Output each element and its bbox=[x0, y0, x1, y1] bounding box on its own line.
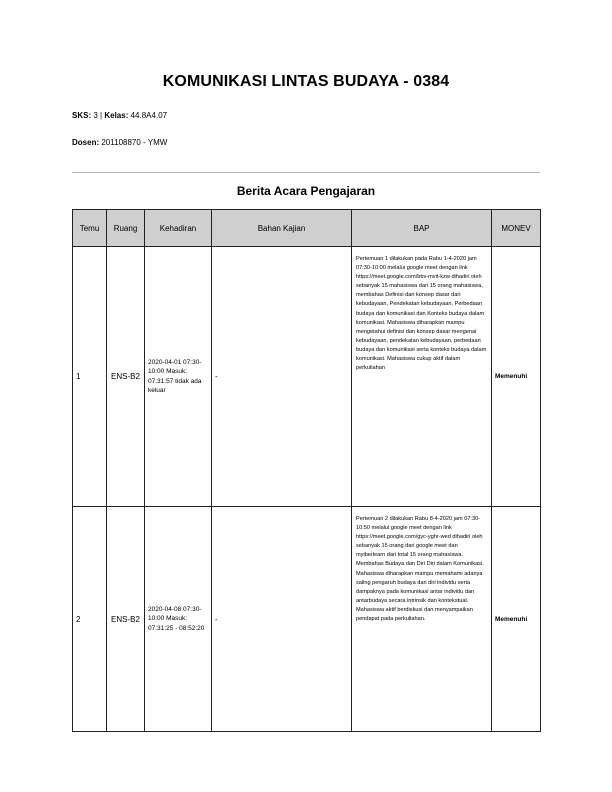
header-bahan-kajian: Bahan Kajian bbox=[212, 210, 352, 247]
cell-bap: Pertemuan 2 dilakukan Rabu 8-4-2020 jam 07:30-10:50 melalui google meet dengan link https://meet.google.com/gyc-yghr-wed dihadiri oleh sebanyak 15 orang dari google meet dan myiberlearn dari total 15 orang mahasiswa. Membahas Budaya dan Diri Diri dalam Komunikasi. Mahasiswa diharapkan mampu memahami adanya saling pengaruh budaya dan diri individu serta dampaknya pada komunikasi antar individu dan antarbudaya secara intrinsik dan kontekstual. Mahasiswa aktif berdiskusi dan menyampaikan pendapat pada perkuliahan. bbox=[352, 507, 492, 732]
teaching-record-table bbox=[72, 209, 541, 732]
course-meta-line: SKS: 3 | Kelas: 44.8A4.07 bbox=[72, 111, 168, 120]
header-ruang: Ruang bbox=[107, 210, 145, 247]
sks-value: 3 bbox=[93, 111, 98, 120]
header-kehadiran: Kehadiran bbox=[145, 210, 212, 247]
cell-bap: Pertemuan 1 dilakukan pada Rabu 1-4-2020 jam 07:30-10:00 melalui google meet dengan link https://meet.google.com/bbv-mvit-kzw dihadiri oleh sebanyak 15 mahasiswa dari 15 orang mahasiswa, membahas Definisi dan konsep dasar dari kebudayaan, Pendekatan kebudayaan, Perbedaan budaya dan komunikasi dan Konteks budaya dalam komunikasi. Mahasiswa diharapkan mampu mengetahui definisi dan konsep dasar mengenai kebudayaan, pendekatan kebudayaan, perbedaan budaya dan komunikasi serta konteks budaya dalam komunikasi. Mahasiswa cukup aktif dalam perkuliahan bbox=[352, 247, 492, 507]
cell-bahan-kajian: - bbox=[212, 507, 352, 732]
cell-ruang: ENS-B2 bbox=[107, 507, 145, 732]
cell-kehadiran: 2020-04-08 07:30-10:00 Masuk: 07:31:25 - 08:52:20 bbox=[145, 507, 212, 732]
table-row bbox=[73, 247, 541, 507]
cell-monev: Memenuhi bbox=[492, 507, 541, 732]
cell-ruang: ENS-B2 bbox=[107, 247, 145, 507]
table-row bbox=[73, 507, 541, 732]
kelas-value: 44.8A4.07 bbox=[130, 111, 168, 120]
dosen-value: 201108870 - YMW bbox=[101, 138, 168, 147]
course-title: KOMUNIKASI LINTAS BUDAYA - 0384 bbox=[162, 73, 450, 90]
header-temu: Temu bbox=[73, 210, 107, 247]
cell-bahan-kajian: - bbox=[212, 247, 352, 507]
cell-temu: 2 bbox=[73, 507, 107, 732]
lecturer-line: Dosen: 201108870 - YMW bbox=[72, 138, 168, 147]
table-header-row bbox=[73, 210, 541, 247]
header-bap: BAP bbox=[352, 210, 492, 247]
cell-temu: 1 bbox=[73, 247, 107, 507]
sks-label: SKS bbox=[72, 111, 89, 120]
divider bbox=[72, 172, 540, 173]
kelas-label: Kelas bbox=[104, 111, 126, 120]
section-title: Berita Acara Pengajaran bbox=[236, 184, 376, 198]
cell-kehadiran: 2020-04-01 07:30-10:00 Masuk: 07:31:57 tidak ada keluar bbox=[145, 247, 212, 507]
cell-monev: Memenuhi bbox=[492, 247, 541, 507]
header-monev: MONEV bbox=[492, 210, 541, 247]
dosen-label: Dosen bbox=[72, 138, 97, 147]
